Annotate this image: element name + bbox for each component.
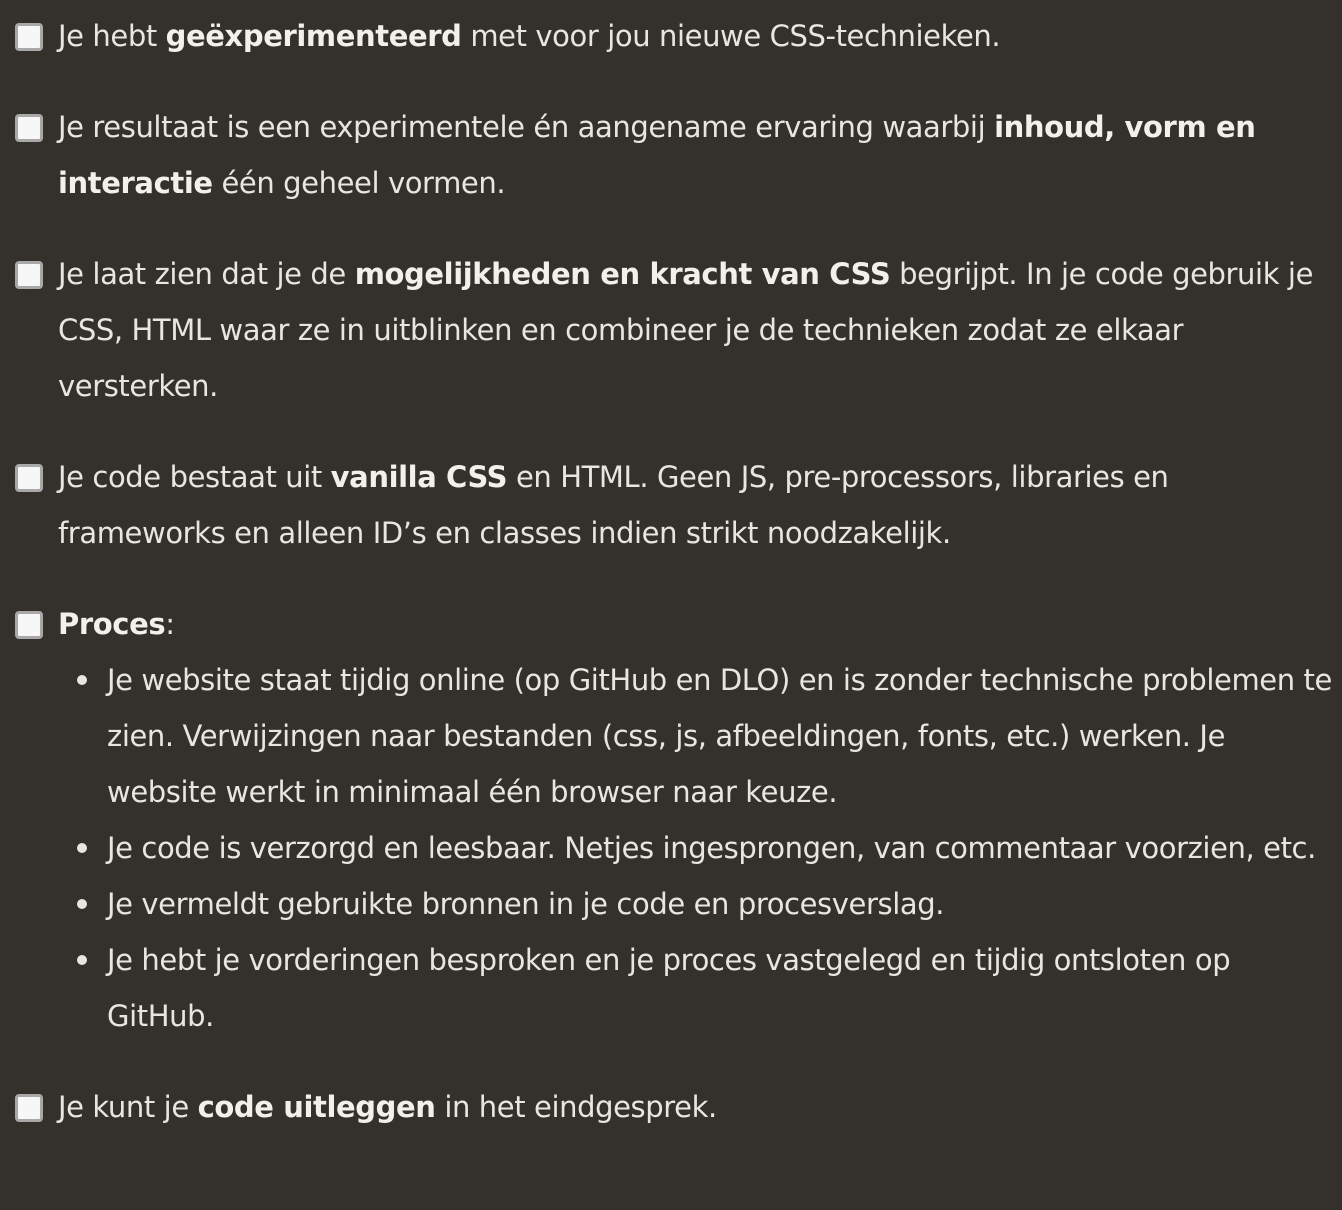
bullet-icon	[77, 955, 87, 965]
checklist-item	[0, 99, 1342, 211]
sublist-item-text: Je hebt je vorderingen besproken en je proces vastgelegd en tijdig ontsloten op GitHub.	[107, 943, 1231, 1033]
checklist-item-text: Proces:	[58, 607, 175, 641]
checkbox[interactable]	[15, 611, 43, 639]
checklist-item-proces	[0, 596, 1342, 1044]
checkbox[interactable]	[15, 114, 43, 142]
sublist-item-text: Je website staat tijdig online (op GitHub en DLO) en is zonder technische problemen te zien. Verwijzingen naar bestanden (css, js, afbeeldingen, fonts, etc.) werken. Je website werkt in minimaal één browser naar keuze.	[107, 663, 1332, 809]
sublist-item-text: Je code is verzorgd en leesbaar. Netjes ingesprongen, van commentaar voorzien, etc.	[107, 831, 1316, 865]
checklist-item	[0, 1079, 1342, 1135]
checkbox[interactable]	[15, 23, 43, 51]
checklist-item	[0, 246, 1342, 414]
checklist-item-text: Je laat zien dat je de mogelijkheden en kracht van CSS begrijpt. In je code gebruik je CSS, HTML waar ze in uitblinken en combineer je de technieken zodat ze elkaar versterken.	[58, 257, 1314, 403]
checklist-item	[0, 8, 1342, 64]
sublist-item	[58, 820, 1342, 876]
checklist-item-text: Je resultaat is een experimentele én aangename ervaring waarbij inhoud, vorm en interactie één geheel vormen.	[58, 110, 1256, 200]
bullet-icon	[77, 843, 87, 853]
bullet-icon	[77, 899, 87, 909]
bullet-icon	[77, 675, 87, 685]
checklist-item-text: Je kunt je code uitleggen in het eindgesprek.	[58, 1090, 717, 1124]
checklist-item-text: Je code bestaat uit vanilla CSS en HTML. Geen JS, pre-processors, libraries en frameworks en alleen ID’s en classes indien strikt noodzakelijk.	[58, 460, 1169, 550]
checklist-item-text: Je hebt geëxperimenteerd met voor jou nieuwe CSS-technieken.	[58, 19, 1001, 53]
checkbox[interactable]	[15, 261, 43, 289]
sublist-item-text: Je vermeldt gebruikte bronnen in je code en procesverslag.	[107, 887, 945, 921]
sublist-item	[58, 652, 1342, 820]
sublist-item	[58, 932, 1342, 1044]
checklist-item	[0, 449, 1342, 561]
checkbox[interactable]	[15, 1094, 43, 1122]
checklist	[0, 8, 1342, 1135]
proces-sublist	[58, 652, 1342, 1044]
checkbox[interactable]	[15, 464, 43, 492]
sublist-item	[58, 876, 1342, 932]
